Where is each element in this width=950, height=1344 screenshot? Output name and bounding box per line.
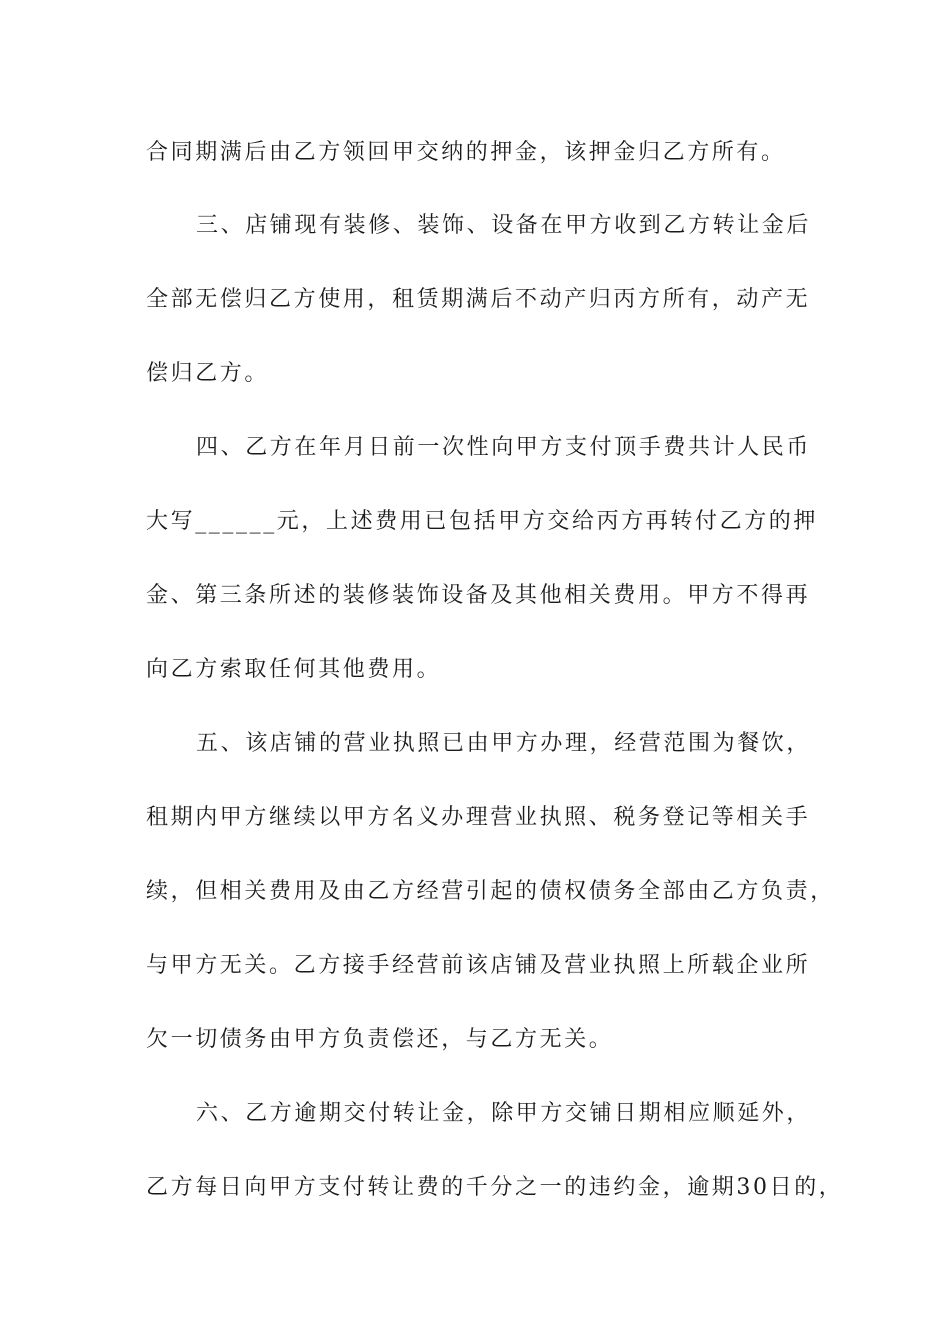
text-line: 租期内甲方继续以甲方名义办理营业执照、税务登记等相关手 [146, 805, 811, 830]
text-line: 大写______元，上述费用已包括甲方交给丙方再转付乙方的押 [146, 509, 819, 534]
text-line: 向乙方索取任何其他费用。 [146, 657, 442, 682]
text-line: 欠一切债务由甲方负责偿还，与乙方无关。 [146, 1027, 614, 1052]
text-line: 偿归乙方。 [146, 361, 270, 386]
text-line: 四、乙方在年月日前一次性向甲方支付顶手费共计人民币 [196, 435, 812, 460]
text-line: 五、该店铺的营业执照已由甲方办理，经营范围为餐饮， [196, 731, 812, 756]
text-line: 续，但相关费用及由乙方经营引起的债权债务全部由乙方负责， [146, 879, 835, 904]
text-line: 全部无偿归乙方使用，租赁期满后不动产归丙方所有，动产无 [146, 287, 811, 312]
text-line: 合同期满后由乙方领回甲交纳的押金，该押金归乙方所有。 [146, 140, 786, 165]
text-line: 与甲方无关。乙方接手经营前该店铺及营业执照上所载企业所 [146, 953, 811, 978]
text-line: 六、乙方逾期交付转让金，除甲方交铺日期相应顺延外， [196, 1101, 812, 1126]
text-line: 乙方每日向甲方支付转让费的千分之一的违约金，逾期30日的， [146, 1175, 844, 1200]
text-line: 金、第三条所述的装修装饰设备及其他相关费用。甲方不得再 [146, 583, 811, 608]
text-line: 三、店铺现有装修、装饰、设备在甲方收到乙方转让金后 [196, 213, 812, 238]
